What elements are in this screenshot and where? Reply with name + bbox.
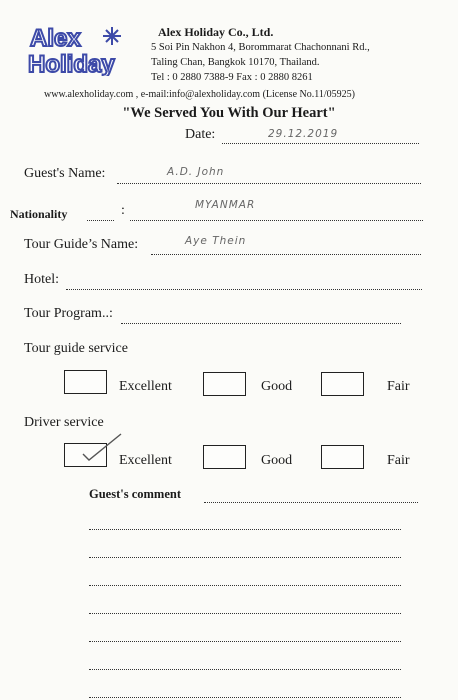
address-line-2: Taling Chan, Bangkok 10170, Thailand. [151, 57, 320, 68]
guide-good-label: Good [261, 379, 293, 394]
guest-name-field[interactable] [117, 171, 421, 184]
hotel-field[interactable] [66, 277, 422, 290]
tour-program-label: Tour Program..: [24, 306, 113, 321]
driver-good-checkbox[interactable] [203, 445, 246, 469]
comment-line-3[interactable] [89, 584, 401, 586]
web-email-license: www.alexholiday.com , e-mail:info@alexholiday.com (License No.11/05925) [44, 89, 355, 100]
guest-name-label: Guest's Name: [24, 166, 106, 181]
date-label: Date: [185, 127, 216, 142]
logo-text-alex: Alex [30, 25, 81, 52]
nationality-leader [87, 208, 114, 221]
guide-excellent-checkbox[interactable] [64, 370, 107, 394]
nationality-value: MYANMAR [195, 199, 256, 211]
driver-fair-label: Fair [387, 453, 410, 468]
guest-name-value: A.D. John [167, 166, 225, 178]
tour-guide-service-label: Tour guide service [24, 341, 128, 356]
driver-service-label: Driver service [24, 415, 104, 430]
logo-text-holiday: Holiday [28, 51, 115, 76]
guide-fair-label: Fair [387, 379, 410, 394]
comment-line-5[interactable] [89, 640, 401, 642]
comment-line-2[interactable] [89, 556, 401, 558]
address-line-1: 5 Soi Pin Nakhon 4, Borommarat Chachonnani Rd., [151, 42, 370, 53]
comment-line-4[interactable] [89, 612, 401, 614]
slogan: "We Served You With Our Heart" [122, 105, 336, 121]
comment-line-1[interactable] [89, 528, 401, 530]
date-value: 29.12.2019 [268, 128, 339, 140]
comment-line-6[interactable] [89, 668, 401, 670]
guide-name-label: Tour Guide’s Name: [24, 237, 139, 252]
comment-line-0[interactable] [204, 490, 418, 503]
company-logo [28, 24, 130, 76]
nationality-colon: : [121, 203, 125, 218]
guide-good-checkbox[interactable] [203, 372, 246, 396]
guide-fair-checkbox[interactable] [321, 372, 364, 396]
phone-fax: Tel : 0 2880 7388-9 Fax : 0 2880 8261 [151, 72, 313, 83]
guest-comment-label: Guest's comment [89, 487, 181, 501]
driver-good-label: Good [261, 453, 293, 468]
driver-fair-checkbox[interactable] [321, 445, 364, 469]
guide-name-value: Aye Thein [185, 235, 247, 247]
comment-line-7[interactable] [89, 696, 401, 698]
hotel-label: Hotel: [24, 272, 59, 287]
guide-excellent-label: Excellent [119, 379, 172, 394]
snowflake-icon [103, 27, 121, 45]
driver-excellent-label: Excellent [119, 453, 172, 468]
company-name: Alex Holiday Co., Ltd. [158, 25, 274, 39]
nationality-label: Nationality [10, 207, 68, 221]
nationality-field[interactable] [130, 208, 423, 221]
driver-excellent-checkbox[interactable] [64, 443, 107, 467]
tour-program-field[interactable] [121, 311, 401, 324]
